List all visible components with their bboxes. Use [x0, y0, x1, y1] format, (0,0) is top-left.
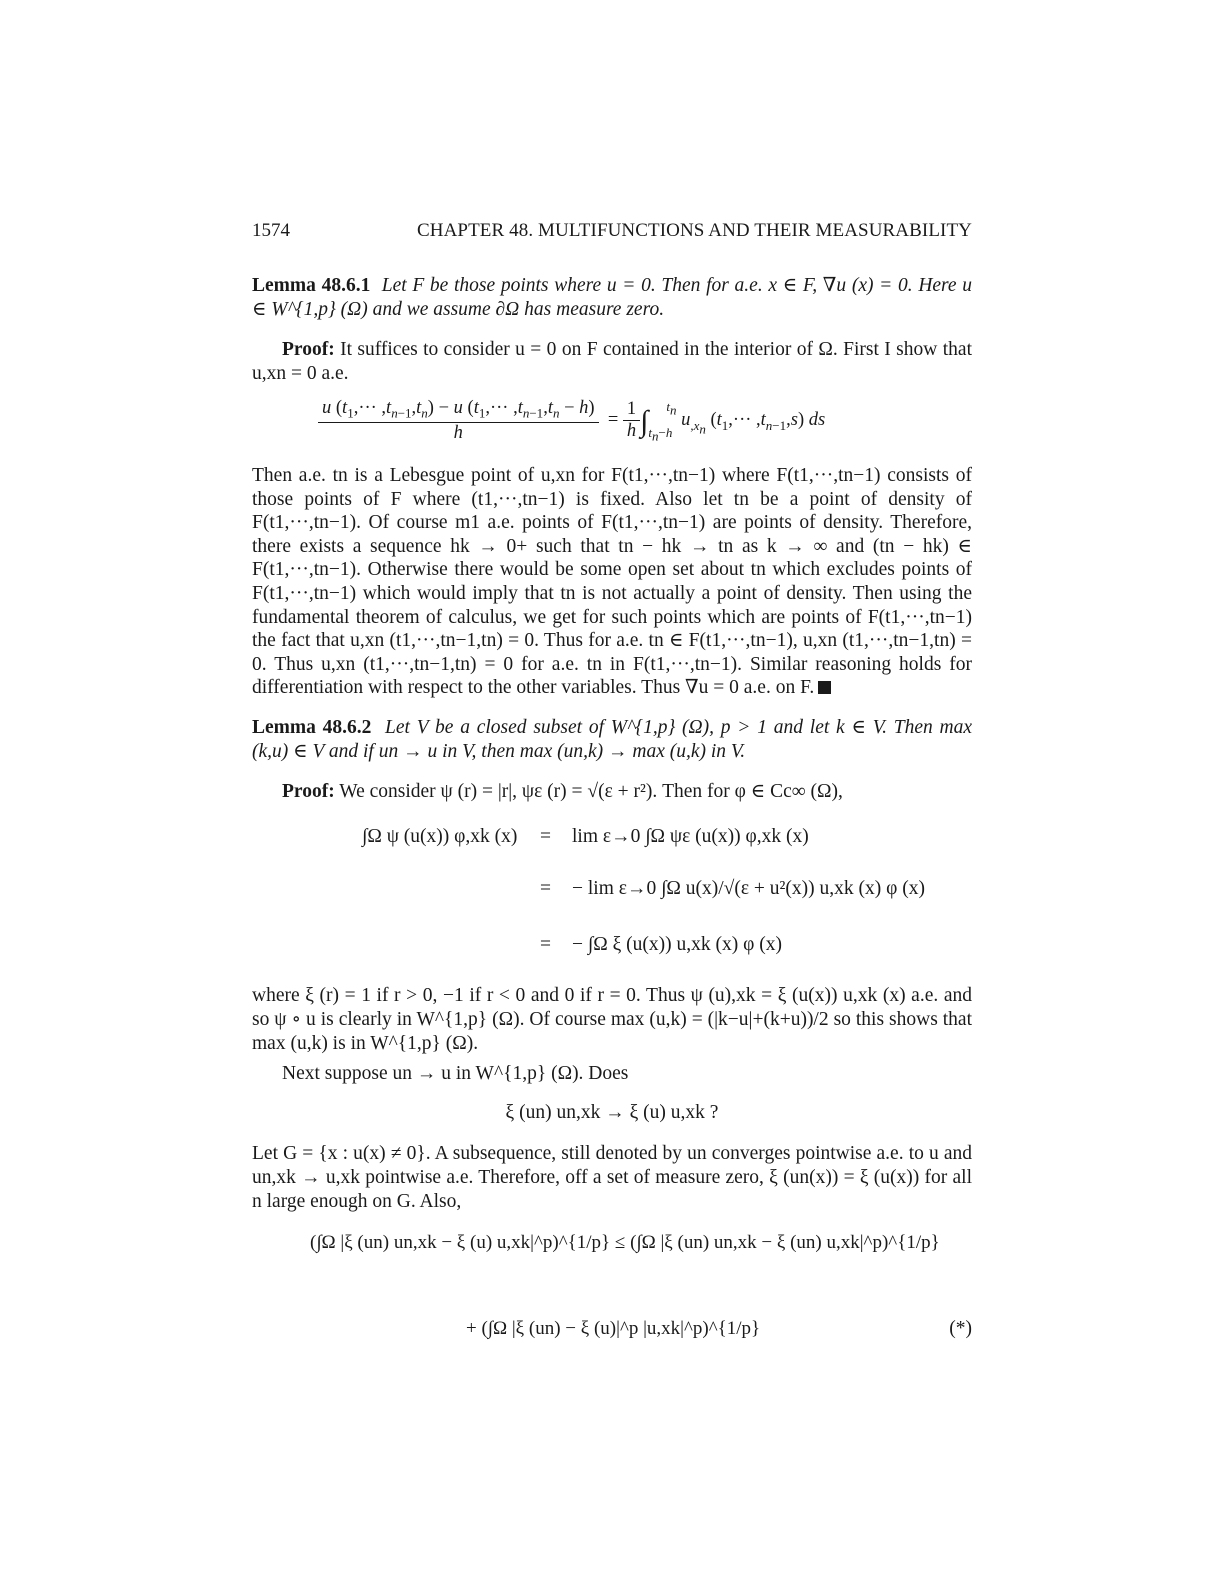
convergence-question: ξ (un) un,xk → ξ (u) u,xk ? [505, 1102, 719, 1123]
lemma-statement: Let V be a closed subset of W^{1,p} (Ω), p > 1 and let k ∈ V. Then max (k,u) ∈ V and if un → u in V, then max (un,k) → max (u,k) in V. [252, 717, 973, 762]
align-lhs: ∫Ω ψ (u(x)) φ,xk (x) [362, 826, 518, 847]
proof-1-intro [252, 338, 972, 386]
align-eq-1: = [540, 826, 551, 847]
chapter-title: CHAPTER 48. MULTIFUNCTIONS AND THEIR MEASURABILITY [417, 220, 972, 241]
proof-label: Proof: [282, 339, 335, 360]
proof-2-intro [252, 780, 972, 804]
difference-quotient-equation: $\frac{u (t_1,\cdot\cdot\cdot ,t_{n-1},t_n) - u (t_1,\cdot\cdot\cdot ,t_{n-1},t_n - h)}{h}$ = $\frac{1}{h}$ $\int_{t_n-h}^{t_n}$ $u_{,x_n}$ $(t_1,\cdot\cdot\cdot ,t_{n-1},s)$ ds [318, 398, 825, 445]
proof-2-body-1: where ξ (r) = 1 if r > 0, −1 if r < 0 and 0 if r = 0. Thus ψ (u),xk = ξ (u(x)) u,xk (x) a.e. and so ψ ∘ u is clearly in W^{1,p} (Ω). Of course max (u,k) = (|k−u|+(k+u))/2 so this shows that max (u,k) is in W^{1,p} (Ω). [252, 985, 972, 1054]
equation-tag: (*) [949, 1318, 972, 1339]
align-rhs-1: lim ε→0 ∫Ω ψε (u(x)) φ,xk (x) [572, 826, 809, 847]
proof-1-body [252, 464, 972, 700]
lemma-label: Lemma 48.6.2 [252, 717, 372, 738]
align-eq-2: = [540, 878, 551, 899]
proof-label: Proof: [282, 781, 335, 802]
lemma-statement: Let F be those points where u = 0. Then for a.e. x ∈ F, ∇u (x) = 0. Here u ∈ W^{1,p} (Ω) and we assume ∂Ω has measure zero. [252, 275, 973, 320]
lemma-48-6-1 [252, 274, 972, 322]
proof-intro-text: We consider ψ (r) = |r|, ψε (r) = √(ε + r²). Then for φ ∈ Cc∞ (Ω), [339, 781, 843, 802]
page-number: 1574 [252, 220, 290, 241]
lemma-48-6-2 [252, 716, 972, 764]
inequality-line-1: (∫Ω |ξ (un) un,xk − ξ (u) u,xk|^p)^{1/p} ≤ (∫Ω |ξ (un) un,xk − ξ (un) u,xk|^p)^{1/p} [310, 1232, 940, 1253]
proof-2-body-2: Next suppose un → u in W^{1,p} (Ω). Does [282, 1063, 629, 1084]
align-eq-3: = [540, 934, 551, 955]
page [252, 0, 972, 1584]
lemma-label: Lemma 48.6.1 [252, 275, 371, 296]
proof-intro-text: It suffices to consider u = 0 on F contained in the interior of Ω. First I show that u,xn = 0 a.e. [252, 339, 972, 384]
proof-2-body-3: Let G = {x : u(x) ≠ 0}. A subsequence, still denoted by un converges pointwise a.e. to u and un,xk → u,xk pointwise a.e. Therefore, off a set of measure zero, ξ (un(x)) = ξ (u(x)) for all n large enough on G. Also, [252, 1143, 972, 1212]
align-rhs-2: − lim ε→0 ∫Ω u(x)/√(ε + u²(x)) u,xk (x) φ (x) [572, 878, 925, 899]
align-rhs-3: − ∫Ω ξ (u(x)) u,xk (x) φ (x) [572, 934, 782, 955]
proof-1-body-text: Then a.e. tn is a Lebesgue point of u,xn for F(t1,···,tn−1) where F(t1,···,tn−1) consists of those points of F where (t1,···,tn−1) is fixed. Also let tn be a point of density of F(t1,···,tn−1). Of course m1 a.e. points of F(t1,···,tn−1) are points of density. Therefore, there exists a sequence hk → 0+ such that tn − hk → tn as k → ∞ and (tn − hk) ∈ F(t1,···,tn−1). Otherwise there would be some open set about tn which excludes points of F(t1,···,tn−1) which would imply that tn is not actually a point of density. Then using the fundamental theorem of calculus, we get for such points which are points of F(t1,···,tn−1) the fact that u,xn (t1,···,tn−1,tn) = 0. Thus for a.e. tn ∈ F(t1,···,tn−1), u,xn (t1,···,tn−1,tn) = 0. Thus u,xn (t1,···,tn−1,tn) = 0 for a.e. tn in F(t1,···,tn−1). Similar reasoning holds for differentiation with respect to the other variables. Thus ∇u = 0 a.e. on F. [252, 465, 972, 699]
qed-square-icon [818, 681, 831, 694]
inequality-line-2: + (∫Ω |ξ (un) − ξ (u)|^p |u,xk|^p)^{1/p} [466, 1318, 761, 1339]
